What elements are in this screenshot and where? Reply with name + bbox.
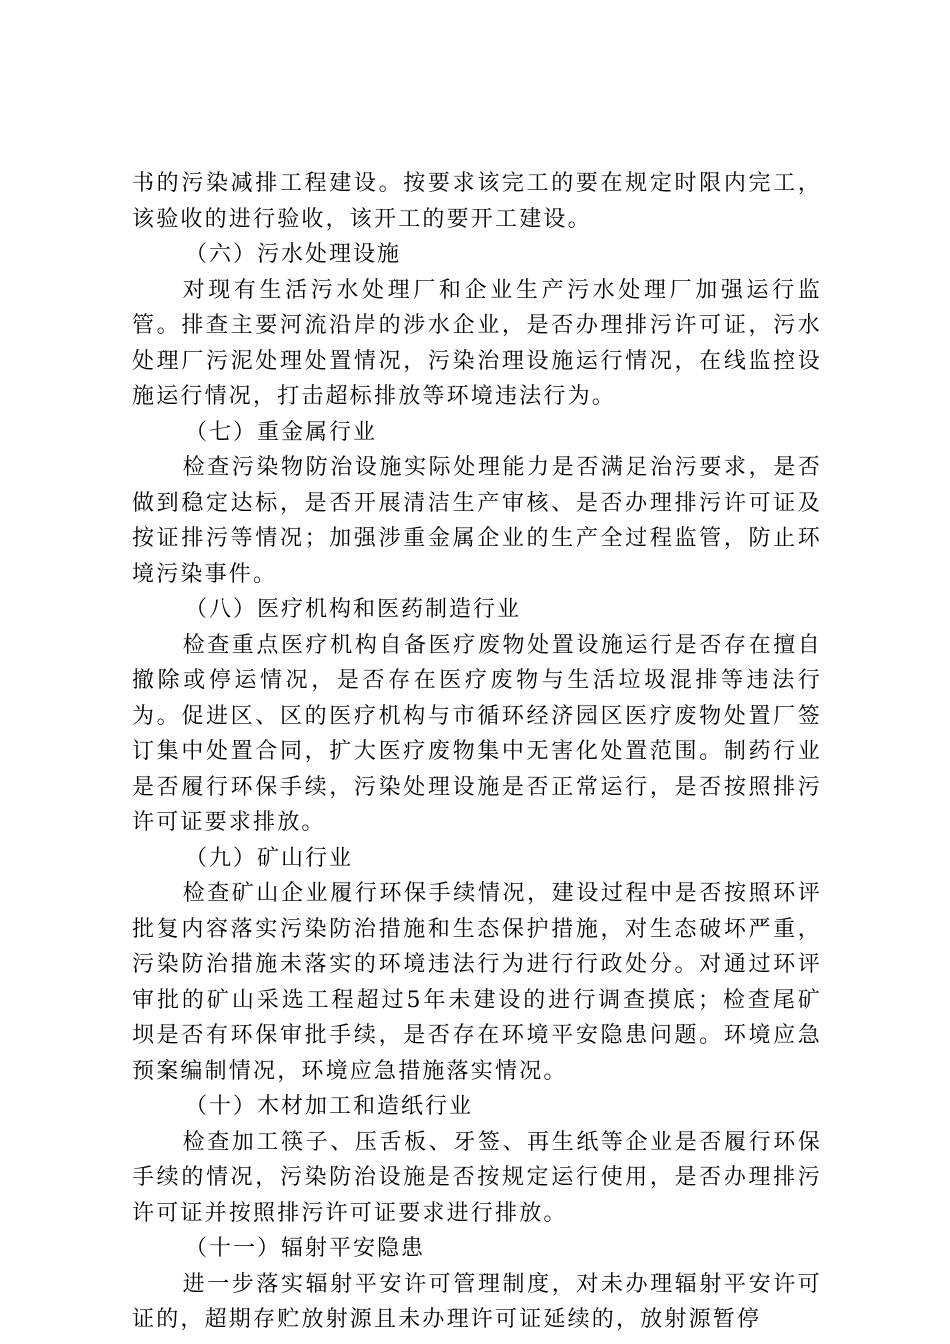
paragraph-mining: 检查矿山企业履行环保手续情况，建设过程中是否按照环评批复内容落实污染防治措施和生态保护措施，对生态破坏严重，污染防治措施未落实的环境违法行为进行行政处分。对通过环评审批的矿山采选工程超过5年未建设的进行调查摸底；检查尾矿坝是否有环保审批手续，是否存在环境平安隐患问题。环境应急预案编制情况，环境应急措施落实情况。 (132, 881, 822, 1084)
paragraph-medical: 检查重点医疗机构自备医疗废物处置设施运行是否存在擅自撤除或停运情况，是否存在医疗废物与生活垃圾混排等违法行为。促进区、区的医疗机构与市循环经济园区医疗废物处置厂签订集中处置合同，扩大医疗废物集中无害化处置范围。制药行业是否履行环保手续，污染处理设施是否正常运行，是否按照排污许可证要求排放。 (132, 632, 822, 835)
section-heading-7: （七）重金属行业 (185, 419, 378, 445)
document-page (132, 166, 822, 1338)
section-heading-10: （十）木材加工和造纸行业 (185, 1094, 474, 1119)
section-heading-11: （十一）辐射平安隐患 (185, 1236, 426, 1261)
paragraph-wood-paper: 检查加工筷子、压舌板、牙签、再生纸等企业是否履行环保手续的情况，污染防治设施是否按规定运行使用，是否办理排污许可证并按照排污许可证要求进行排放。 (132, 1129, 822, 1226)
paragraph-radiation: 进一步落实辐射平安许可管理制度，对未办理辐射平安许可证的，超期存贮放射源且未办理许可证延续的，放射源暂停 (132, 1271, 822, 1332)
section-heading-9: （九）矿山行业 (185, 845, 354, 871)
section-heading-8: （八）医疗机构和医药制造行业 (185, 597, 522, 622)
section-heading-6: （六）污水处理设施 (185, 242, 402, 267)
paragraph-continued: 书的污染减排工程建设。按要求该完工的要在规定时限内完工，该验收的进行验收，该开工的要开工建设。 (132, 171, 822, 232)
paragraph-sewage-treatment: 对现有生活污水处理厂和企业生产污水处理厂加强运行监管。排查主要河流沿岸的涉水企业，是否办理排污许可证，污水处理厂污泥处理处置情况，污染治理设施运行情况，在线监控设施运行情况，打击超标排放等环境违法行为。 (132, 277, 822, 409)
paragraph-heavy-metal: 检查污染物防治设施实际处理能力是否满足治污要求，是否做到稳定达标，是否开展清洁生产审核、是否办理排污许可证及按证排污等情况；加强涉重金属企业的生产全过程监管，防止环境污染事件。 (132, 455, 822, 587)
